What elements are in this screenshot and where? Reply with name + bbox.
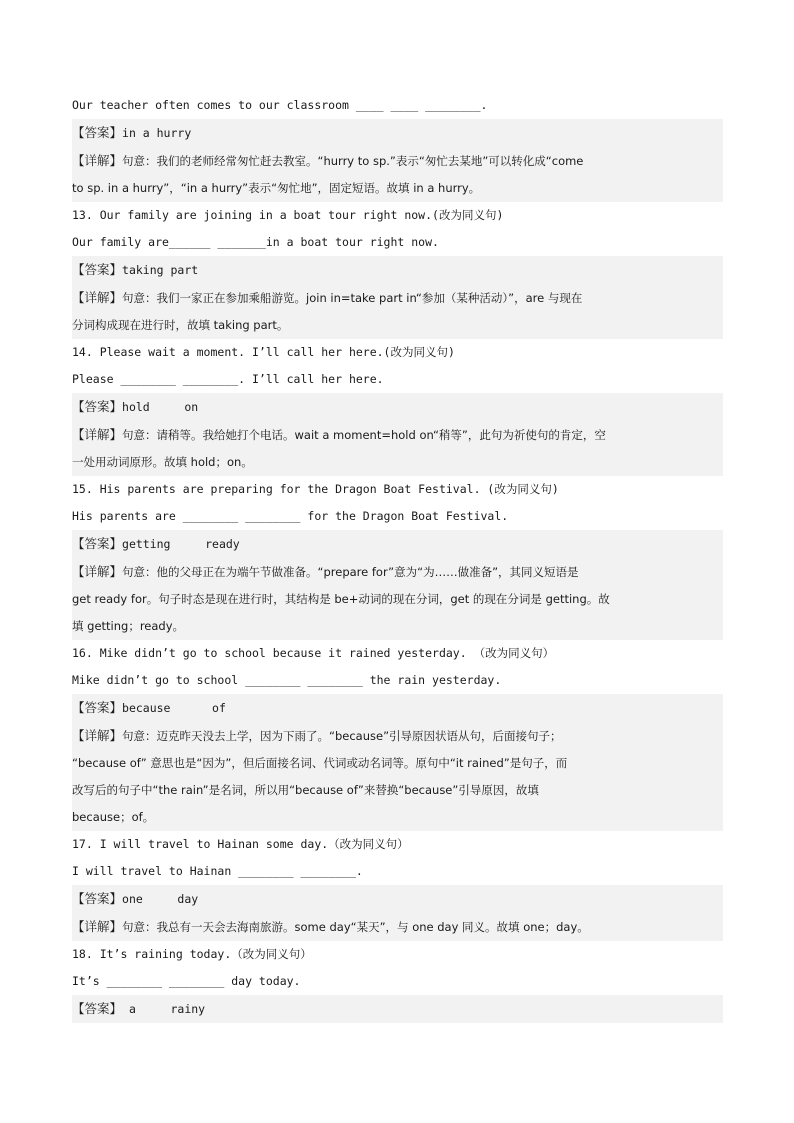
answer-block — [72, 393, 723, 476]
detail-tag: 【详解】 — [72, 564, 123, 579]
detail-line: 分词构成现在进行时，故填 taking part。 — [72, 318, 289, 332]
answer-line — [72, 694, 723, 722]
question-blank-sentence: It’s ________ ________ day today. — [72, 974, 301, 988]
answer-line — [72, 995, 723, 1023]
detail-line — [72, 421, 723, 449]
answer-text: because of — [122, 701, 226, 715]
detail-tag: 【详解】 — [72, 153, 123, 168]
answer-tag: 【答案】 — [72, 536, 123, 551]
detail-line: 一处用动词原形。故填 hold；on。 — [72, 455, 253, 469]
document-content — [72, 92, 723, 1023]
answer-line — [72, 393, 723, 421]
detail-text: 句意：请稍等。我给她打个电话。wait a moment=hold on“稍等”，此句为祈使句的肯定，空 — [122, 428, 606, 442]
answer-tag: 【答案】 — [72, 399, 123, 414]
question-prompt: 16. Mike didn’t go to school because it rained yesterday. （改为同义句） — [72, 646, 555, 660]
answer-tag: 【答案】 — [72, 262, 123, 277]
question-prompt: 15. His parents are preparing for the Dragon Boat Festival. (改为同义句) — [72, 482, 559, 496]
detail-text: 句意：我总有一天会去海南旅游。some day“某天”，与 one day 同义。故填 one；day。 — [122, 920, 589, 934]
answer-text: in a hurry — [122, 126, 192, 140]
detail-line — [72, 913, 723, 941]
answer-tag: 【答案】 — [72, 891, 123, 906]
detail-line: 改写后的句子中“the rain”是名词，所以用“because of”来替换“because”引导原因，故填 — [72, 783, 539, 797]
question-prompt: 17. I will travel to Hainan some day.（改为同义句） — [72, 837, 409, 851]
answer-block — [72, 256, 723, 339]
answer-block — [72, 530, 723, 640]
detail-line — [72, 284, 723, 312]
detail-text: 句意：我们一家正在参加乘船游览。join in=take part in“参加（某种活动）”，are 与现在 — [122, 291, 583, 305]
question-prompt: 14. Please wait a moment. I’ll call her here.(改为同义句) — [72, 345, 455, 359]
detail-line — [72, 558, 723, 586]
detail-text: 句意：他的父母正在为端午节做准备。“prepare for”意为“为……做准备”，其同义短语是 — [122, 565, 579, 579]
question-blank-sentence: His parents are ________ ________ for the Dragon Boat Festival. — [72, 509, 509, 523]
detail-text: 句意：我们的老师经常匆忙赶去教室。“hurry to sp.”表示“匆忙去某地”可以转化成“come — [122, 154, 584, 168]
question-blank-sentence: Our family are______ _______in a boat tour right now. — [72, 235, 439, 249]
detail-text: 句意：迈克昨天没去上学，因为下雨了。“because”引导原因状语从句，后面接句子； — [122, 729, 562, 743]
answer-text: getting ready — [122, 537, 240, 551]
detail-tag: 【详解】 — [72, 290, 123, 305]
question-prompt: 18. It’s raining today.（改为同义句） — [72, 947, 312, 961]
detail-tag: 【详解】 — [72, 919, 123, 934]
question-blank-sentence: Please ________ ________. I’ll call her here. — [72, 372, 384, 386]
answer-text: hold on — [122, 400, 199, 414]
answer-tag: 【答案】 — [72, 1001, 123, 1016]
question-intro: Our teacher often comes to our classroom ____ ____ ________. — [72, 98, 488, 112]
answer-tag: 【答案】 — [72, 125, 123, 140]
answer-block — [72, 885, 723, 941]
answer-text: a rainy — [122, 1002, 206, 1016]
answer-text: taking part — [122, 263, 199, 277]
answer-block-intro — [72, 119, 723, 202]
answer-tag: 【答案】 — [72, 700, 123, 715]
detail-line: “because of” 意思也是“因为”，但后面接名词、代词或动名词等。原句中“it rained”是句子，而 — [72, 756, 568, 770]
answer-line — [72, 119, 723, 147]
detail-tag: 【详解】 — [72, 728, 123, 743]
answer-line — [72, 530, 723, 558]
detail-line — [72, 722, 723, 750]
answer-line — [72, 256, 723, 284]
answer-line — [72, 885, 723, 913]
detail-tag: 【详解】 — [72, 427, 123, 442]
question-blank-sentence: I will travel to Hainan ________ ________. — [72, 864, 363, 878]
detail-line — [72, 147, 723, 175]
question-prompt: 13. Our family are joining in a boat tour right now.(改为同义句) — [72, 208, 504, 222]
answer-block — [72, 694, 723, 831]
detail-line: get ready for。句子时态是现在进行时，其结构是 be+动词的现在分词，get 的现在分词是 getting。故 — [72, 592, 610, 606]
detail-line: 填 getting；ready。 — [72, 619, 185, 633]
detail-line: to sp. in a hurry”，“in a hurry”表示“匆忙地”，固定短语。故填 in a hurry。 — [72, 181, 481, 195]
answer-text: one day — [122, 892, 199, 906]
detail-line: because；of。 — [72, 810, 155, 824]
question-blank-sentence: Mike didn’t go to school ________ ________ the rain yesterday. — [72, 673, 502, 687]
answer-block — [72, 995, 723, 1023]
exercise-list — [72, 202, 723, 1023]
